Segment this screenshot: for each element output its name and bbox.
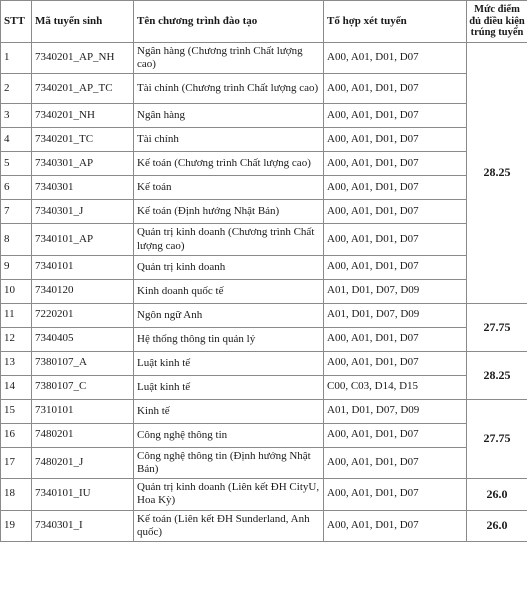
subject-combination-cell: A00, A01, D01, D07 bbox=[324, 510, 467, 541]
stt-cell: 19 bbox=[1, 510, 32, 541]
admission-code-cell: 7480201 bbox=[32, 423, 134, 447]
cutoff-score-cell: 27.75 bbox=[467, 399, 527, 478]
table-row bbox=[1, 74, 527, 104]
stt-cell: 9 bbox=[1, 255, 32, 279]
table-row bbox=[1, 479, 527, 510]
program-name-cell: Quản trị kinh doanh (Liên kết ĐH CityU, Hoa Kỳ) bbox=[134, 479, 324, 510]
table-row bbox=[1, 176, 527, 200]
cutoff-score-cell: 26.0 bbox=[467, 479, 527, 510]
subject-combination-cell: A00, A01, D01, D07 bbox=[324, 104, 467, 128]
stt-cell: 3 bbox=[1, 104, 32, 128]
stt-cell: 17 bbox=[1, 447, 32, 478]
admission-code-cell: 7340101_IU bbox=[32, 479, 134, 510]
subject-combination-cell: A00, A01, D01, D07 bbox=[324, 351, 467, 375]
program-name-cell: Ngôn ngữ Anh bbox=[134, 303, 324, 327]
header-stt: STT bbox=[1, 1, 32, 43]
stt-cell: 14 bbox=[1, 375, 32, 399]
subject-combination-cell: A00, A01, D01, D07 bbox=[324, 447, 467, 478]
program-name-cell: Ngân hàng (Chương trình Chất lượng cao) bbox=[134, 43, 324, 74]
header-code: Mã tuyển sinh bbox=[32, 1, 134, 43]
admission-code-cell: 7340101_AP bbox=[32, 224, 134, 255]
table-row bbox=[1, 255, 527, 279]
stt-cell: 6 bbox=[1, 176, 32, 200]
subject-combination-cell: C00, C03, D14, D15 bbox=[324, 375, 467, 399]
cutoff-score-cell: 28.25 bbox=[467, 43, 527, 304]
program-name-cell: Kinh tế bbox=[134, 399, 324, 423]
subject-combination-cell: A00, A01, D01, D07 bbox=[324, 255, 467, 279]
header-combination: Tổ hợp xét tuyển bbox=[324, 1, 467, 43]
admission-code-cell: 7220201 bbox=[32, 303, 134, 327]
table-row bbox=[1, 423, 527, 447]
stt-cell: 18 bbox=[1, 479, 32, 510]
table-body bbox=[1, 43, 527, 542]
subject-combination-cell: A00, A01, D01, D07 bbox=[324, 43, 467, 74]
header-score: Mức điểm đủ điều kiện trúng tuyển bbox=[467, 1, 527, 43]
subject-combination-cell: A00, A01, D01, D07 bbox=[324, 74, 467, 104]
program-name-cell: Ngân hàng bbox=[134, 104, 324, 128]
stt-cell: 2 bbox=[1, 74, 32, 104]
admission-code-cell: 7340301_I bbox=[32, 510, 134, 541]
program-name-cell: Kế toán (Chương trình Chất lượng cao) bbox=[134, 152, 324, 176]
admission-code-cell: 7340101 bbox=[32, 255, 134, 279]
table-row bbox=[1, 447, 527, 478]
admission-code-cell: 7340301 bbox=[32, 176, 134, 200]
stt-cell: 7 bbox=[1, 200, 32, 224]
table-row bbox=[1, 279, 527, 303]
admission-code-cell: 7380107_C bbox=[32, 375, 134, 399]
stt-cell: 16 bbox=[1, 423, 32, 447]
subject-combination-cell: A00, A01, D01, D07 bbox=[324, 176, 467, 200]
admission-code-cell: 7310101 bbox=[32, 399, 134, 423]
stt-cell: 4 bbox=[1, 128, 32, 152]
program-name-cell: Kế toán (Liên kết ĐH Sunderland, Anh quốc) bbox=[134, 510, 324, 541]
admission-code-cell: 7380107_A bbox=[32, 351, 134, 375]
admission-code-cell: 7340120 bbox=[32, 279, 134, 303]
subject-combination-cell: A00, A01, D01, D07 bbox=[324, 423, 467, 447]
admission-code-cell: 7340301_AP bbox=[32, 152, 134, 176]
table-row bbox=[1, 200, 527, 224]
table-row bbox=[1, 351, 527, 375]
table-row bbox=[1, 375, 527, 399]
subject-combination-cell: A00, A01, D01, D07 bbox=[324, 200, 467, 224]
program-name-cell: Công nghệ thông tin (Định hướng Nhật Bản) bbox=[134, 447, 324, 478]
header-row bbox=[1, 1, 527, 43]
table-row bbox=[1, 128, 527, 152]
cutoff-score-cell: 27.75 bbox=[467, 303, 527, 351]
stt-cell: 8 bbox=[1, 224, 32, 255]
stt-cell: 13 bbox=[1, 351, 32, 375]
subject-combination-cell: A00, A01, D01, D07 bbox=[324, 479, 467, 510]
cutoff-score-cell: 28.25 bbox=[467, 351, 527, 399]
admission-code-cell: 7340405 bbox=[32, 327, 134, 351]
stt-cell: 10 bbox=[1, 279, 32, 303]
subject-combination-cell: A00, A01, D01, D07 bbox=[324, 152, 467, 176]
program-name-cell: Luật kinh tế bbox=[134, 351, 324, 375]
program-name-cell: Kế toán (Định hướng Nhật Bản) bbox=[134, 200, 324, 224]
table-row bbox=[1, 399, 527, 423]
program-name-cell: Tài chính (Chương trình Chất lượng cao) bbox=[134, 74, 324, 104]
table-row bbox=[1, 510, 527, 541]
table-row bbox=[1, 43, 527, 74]
stt-cell: 12 bbox=[1, 327, 32, 351]
stt-cell: 15 bbox=[1, 399, 32, 423]
program-name-cell: Luật kinh tế bbox=[134, 375, 324, 399]
table-row bbox=[1, 152, 527, 176]
admission-code-cell: 7340201_AP_NH bbox=[32, 43, 134, 74]
program-name-cell: Tài chính bbox=[134, 128, 324, 152]
subject-combination-cell: A00, A01, D01, D07 bbox=[324, 128, 467, 152]
admission-code-cell: 7480201_J bbox=[32, 447, 134, 478]
stt-cell: 11 bbox=[1, 303, 32, 327]
program-name-cell: Công nghệ thông tin bbox=[134, 423, 324, 447]
admission-code-cell: 7340201_AP_TC bbox=[32, 74, 134, 104]
stt-cell: 5 bbox=[1, 152, 32, 176]
table-row bbox=[1, 327, 527, 351]
table-row bbox=[1, 303, 527, 327]
subject-combination-cell: A00, A01, D01, D07 bbox=[324, 327, 467, 351]
program-name-cell: Quản trị kinh doanh bbox=[134, 255, 324, 279]
stt-cell: 1 bbox=[1, 43, 32, 74]
header-program: Tên chương trình đào tạo bbox=[134, 1, 324, 43]
subject-combination-cell: A01, D01, D07, D09 bbox=[324, 279, 467, 303]
cutoff-score-cell: 26.0 bbox=[467, 510, 527, 541]
admission-code-cell: 7340201_TC bbox=[32, 128, 134, 152]
admission-code-cell: 7340201_NH bbox=[32, 104, 134, 128]
program-name-cell: Kế toán bbox=[134, 176, 324, 200]
table-row bbox=[1, 104, 527, 128]
program-name-cell: Quản trị kinh doanh (Chương trình Chất lượng cao) bbox=[134, 224, 324, 255]
subject-combination-cell: A01, D01, D07, D09 bbox=[324, 399, 467, 423]
program-name-cell: Kinh doanh quốc tế bbox=[134, 279, 324, 303]
program-name-cell: Hệ thống thông tin quản lý bbox=[134, 327, 324, 351]
table-row bbox=[1, 224, 527, 255]
subject-combination-cell: A01, D01, D07, D09 bbox=[324, 303, 467, 327]
subject-combination-cell: A00, A01, D01, D07 bbox=[324, 224, 467, 255]
admission-code-cell: 7340301_J bbox=[32, 200, 134, 224]
